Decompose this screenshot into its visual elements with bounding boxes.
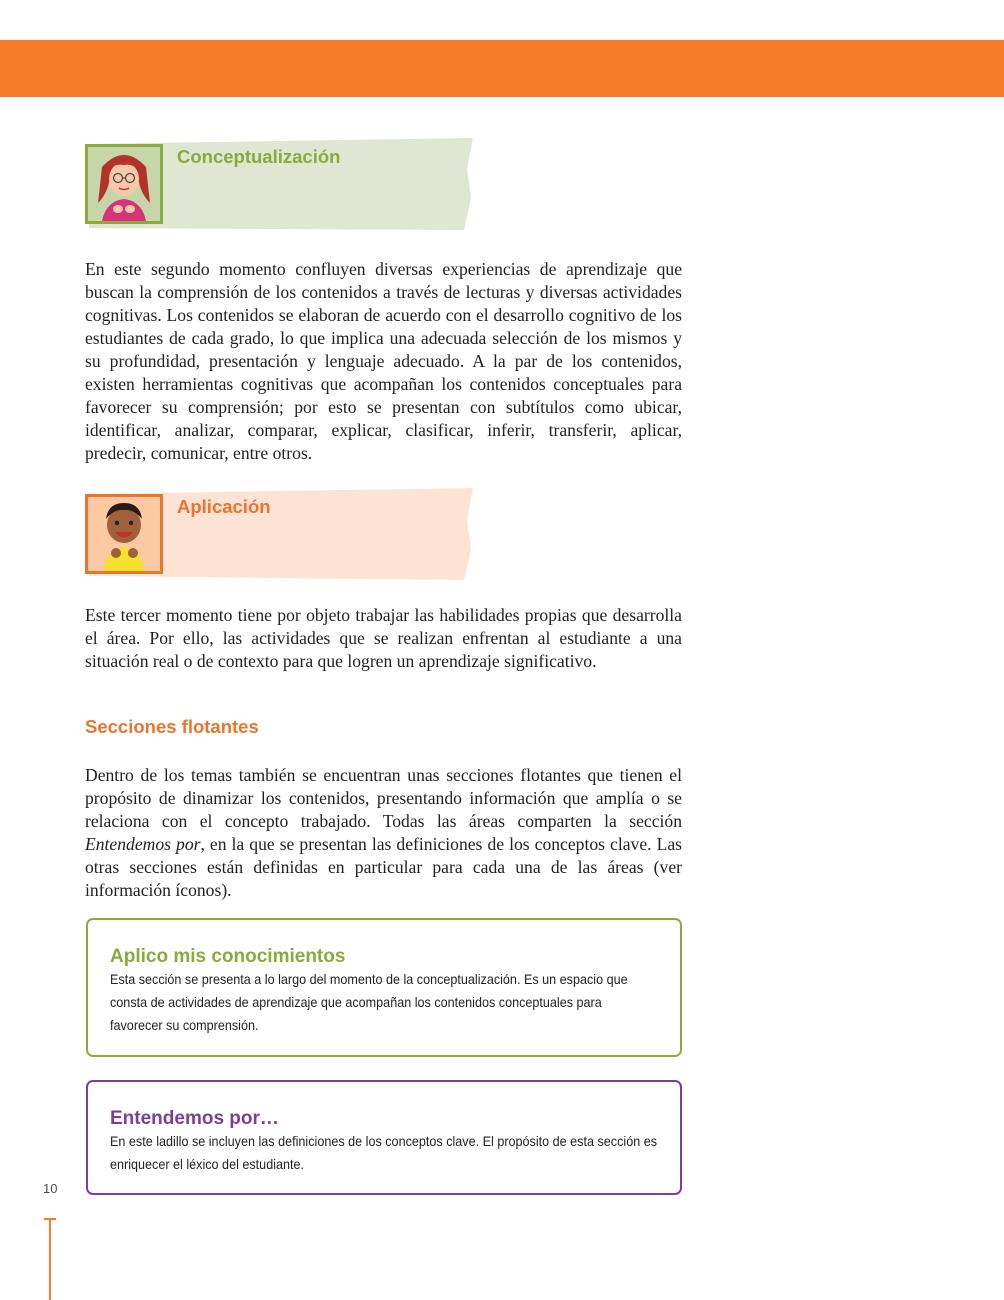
- secciones-text-part2: , en la que se presentan las definiciones de los conceptos clave. Las otras secciones están definidas en particular para cada una de las áreas (ver información íconos).: [85, 834, 682, 900]
- aplico-box-title: Aplico mis conocimientos: [110, 946, 346, 967]
- secciones-text-part1: Dentro de los temas también se encuentran unas secciones flotantes que tienen el propósito de dinamizar los contenidos, presentando información que amplía o se relaciona con el concepto trabajado. Todas las áreas comparten la sección: [85, 765, 682, 831]
- student-avatar-frame: [85, 494, 163, 574]
- page-number: 10: [43, 1181, 58, 1196]
- aplico-mis-conocimientos-box: [86, 918, 682, 1057]
- aplicacion-header: [85, 488, 475, 580]
- aplicacion-title: Aplicación: [177, 496, 271, 517]
- conceptualizacion-title: Conceptualización: [177, 146, 341, 167]
- secciones-text-italic: Entendemos por: [85, 834, 201, 854]
- margin-rule: [49, 1218, 51, 1300]
- student-avatar-icon: [88, 497, 160, 571]
- entendemos-box-title: Entendemos por…: [110, 1108, 279, 1129]
- aplico-box-body: Esta sección se presenta a lo largo del momento de la conceptualización. Es un espacio que consta de actividades de aprendizaje que acompañan los contenidos conceptuales para favorecer su comprensión.: [110, 971, 628, 1033]
- entendemos-por-box: [86, 1080, 682, 1195]
- secciones-flotantes-paragraph: [85, 764, 682, 902]
- entendemos-box-body: En este ladillo se incluyen las definiciones de los conceptos clave. El propósito de esta sección es enriquecer el léxico del estudiante.: [110, 1133, 658, 1172]
- conceptualizacion-paragraph: En este segundo momento confluyen diversas experiencias de aprendizaje que buscan la comprensión de los contenidos a través de lecturas y diversas actividades cognitivas. Los contenidos se elaboran de acuerdo con el desarrollo cognitivo de los estudiantes de cada grado, lo que implica una adecuada selección de los mismos y su profundidad, presentación y lenguaje adecuado. A la par de los contenidos, existen herramientas cognitivas que acompañan los contenidos conceptuales para favorecer su comprensión; por esto se presentan con subtítulos como ubicar, identificar, analizar, comparar, explicar, clasificar, inferir, transferir, aplicar, predecir, comunicar, entre otros.: [85, 259, 682, 463]
- aplicacion-paragraph: Este tercer momento tiene por objeto trabajar las habilidades propias que desarrolla el área. Por ello, las actividades que se realizan enfrentan al estudiante a una situación real o de contexto para que logren un aprendizaje significativo.: [85, 605, 682, 671]
- secciones-flotantes-heading: Secciones flotantes: [85, 716, 259, 737]
- teacher-avatar-frame: [85, 144, 163, 224]
- top-header-band: [0, 40, 1004, 97]
- conceptualizacion-header: [85, 138, 475, 230]
- teacher-avatar-icon: [88, 147, 160, 221]
